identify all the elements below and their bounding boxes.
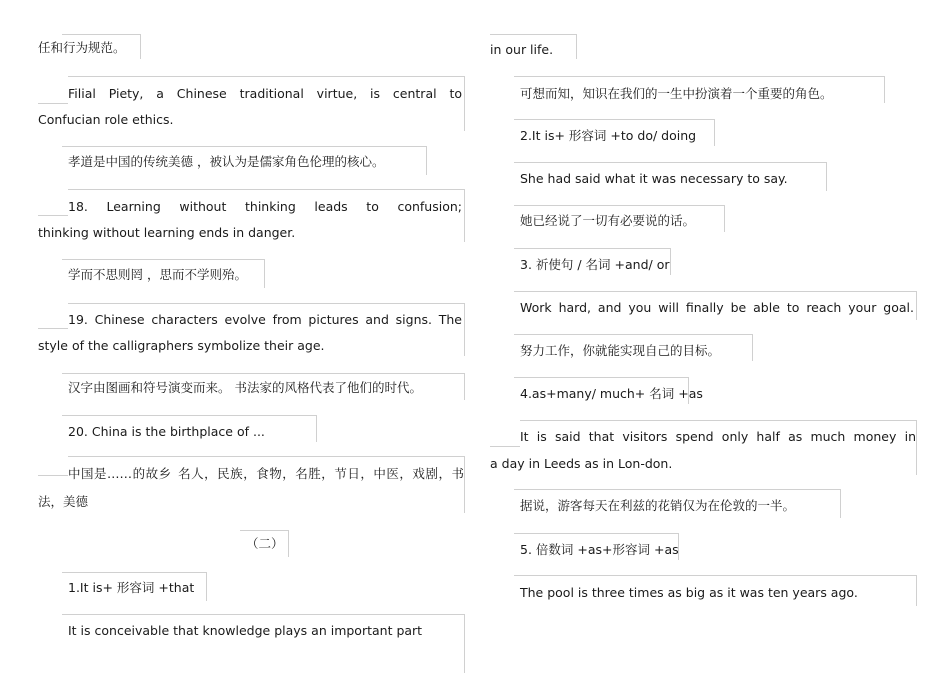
pattern-4-heading: 4.as+many/ much+ 名词 +as (520, 386, 703, 401)
text-line: 任和行为规范。 (38, 40, 126, 55)
paragraph-19-english-line1: 19. Chinese characters evolve from pictures and signs. The (68, 312, 462, 327)
pattern-4-english-line2: a day in Leeds as in Lon-don. (490, 456, 673, 471)
pattern-3-chinese: 努力工作，你就能实现自己的目标。 (520, 343, 721, 358)
frame-line (38, 328, 68, 329)
pattern-4-english-line1: It is said that visitors spend only half as much money in (520, 429, 916, 444)
paragraph-17-english-line2: Confucian role ethics. (38, 112, 174, 127)
pattern-3-english: Work hard, and you will finally be able to reach your goal. (520, 300, 914, 315)
pattern-2-heading: 2.It is+ 形容词 +to do/ doing (520, 128, 697, 143)
paragraph-20-chinese-line1: 中国是……的故乡 名人，民族，食物，名胜，节日，中医，戏剧，书 (68, 466, 464, 481)
paragraph-20-english: 20. China is the birthplace of ... (68, 424, 265, 439)
frame-line (38, 475, 68, 476)
paragraph-19-english-line2: style of the calligraphers symbolize their age. (38, 338, 325, 353)
pattern-1-heading: 1.It is+ 形容词 +that (68, 580, 195, 595)
pattern-2-english: She had said what it was necessary to say. (520, 171, 788, 186)
pattern-2-chinese: 她已经说了一切有必要说的话。 (520, 213, 696, 228)
paragraph-18-chinese: 学而不思则罔 ，思而不学则殆。 (68, 267, 247, 282)
pattern-4-chinese: 据说，游客每天在利兹的花销仅为在伦敦的一半。 (520, 498, 796, 513)
paragraph-17-chinese: 孝道是中国的传统美德 ，被认为是儒家角色伦理的核心。 (68, 154, 385, 169)
paragraph-18-english-line1: 18. Learning without thinking leads to confusion; (68, 199, 462, 214)
pattern-1-english-continued: in our life. (490, 42, 554, 57)
frame-line (38, 215, 68, 216)
pattern-1-english: It is conceivable that knowledge plays an important part (68, 623, 423, 638)
paragraph-17-english-line1: Filial Piety, a Chinese traditional virtue, is central to (68, 86, 462, 101)
paragraph-20-chinese-line2: 法，美德 (38, 494, 89, 509)
frame-line (490, 446, 520, 447)
paragraph-19-chinese: 汉字由图画和符号演变而来。 书法家的风格代表了他们的时代。 (68, 380, 422, 395)
pattern-1-chinese: 可想而知，知识在我们的一生中扮演着一个重要的角色。 (520, 86, 833, 101)
pattern-5-english: The pool is three times as big as it was ten years ago. (520, 585, 858, 600)
frame-box (68, 456, 465, 513)
pattern-5-heading: 5. 倍数词 +as+形容词 +as (520, 542, 679, 557)
section-heading: （二） (246, 536, 284, 551)
frame-line (38, 103, 68, 104)
pattern-3-heading: 3. 祈使句 / 名词 +and/ or (520, 257, 670, 272)
paragraph-18-english-line2: thinking without learning ends in danger. (38, 225, 296, 240)
